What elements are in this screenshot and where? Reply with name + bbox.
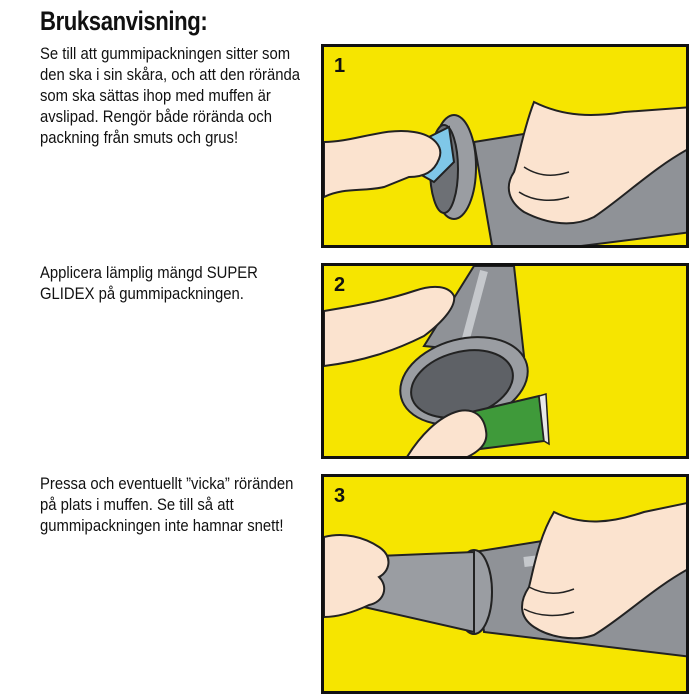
step-3-panel — [321, 474, 689, 694]
hand-applying-lubricant-illustration — [324, 266, 689, 459]
page-title: Bruksanvisning: — [40, 6, 208, 36]
step-3-number: 3 — [334, 485, 346, 507]
step-1-number: 1 — [334, 55, 346, 77]
step-2-text: Applicera lämplig mängd SUPER GLIDEX på gummipackningen. — [40, 264, 258, 303]
step-3-text: Pressa och eventuellt ”vicka” röränden på plats i muffen. Se till så att gummipackningen inte hamnar snett! — [40, 475, 294, 535]
hands-pressing-pipe-illustration — [324, 477, 689, 694]
step-1-text: Se till att gummipackningen sitter som den ska i sin skåra, och att den rörända som ska sättas ihop med muffen är avslipad. Rengör både rörända och packning från smuts och grus! — [40, 45, 301, 147]
step-1-panel — [321, 44, 689, 248]
hand-cleaning-pipe-illustration — [324, 47, 689, 248]
step-2-panel — [321, 263, 689, 459]
step-2-number: 2 — [334, 274, 346, 296]
